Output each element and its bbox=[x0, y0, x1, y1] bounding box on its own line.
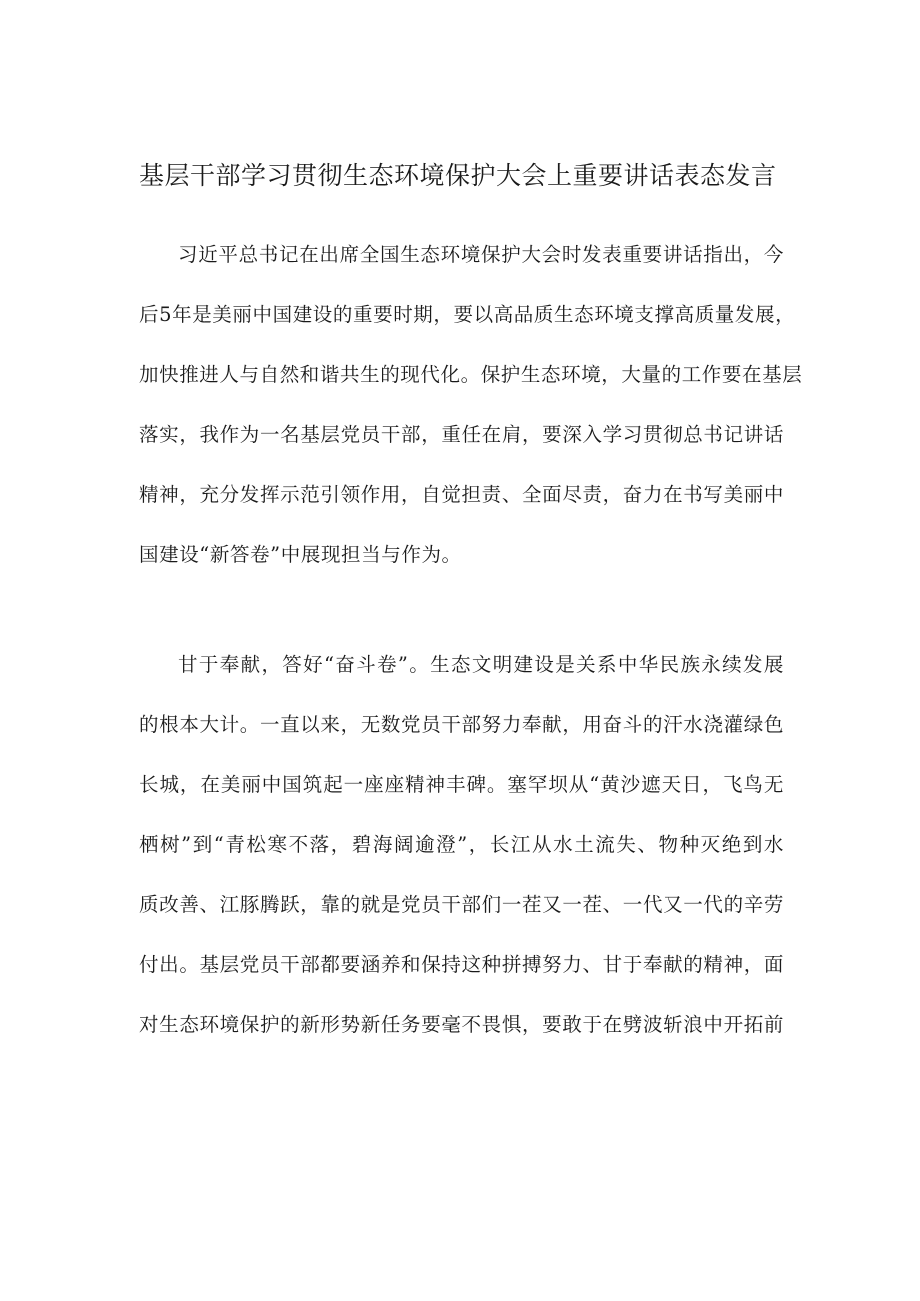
paragraph-intro bbox=[139, 225, 803, 585]
text-line: 国建设“新答卷”中展现担当与作为。 bbox=[139, 543, 462, 566]
text-line: 质改善、江豚腾跃，靠的就是党员干部们一茬又一茬、一代又一代的辛劳 bbox=[139, 893, 784, 916]
text-line: 后5年是美丽中国建设的重要时期，要以高品质生态环境支撑高质量发展， bbox=[139, 303, 796, 326]
text-line: 长城，在美丽中国筑起一座座精神丰碑。塞罕坝从“黄沙遮天日，飞鸟无 bbox=[139, 773, 784, 796]
text-line: 甘于奉献，答好“奋斗卷”。生态文明建设是关系中华民族永续发展 bbox=[178, 653, 784, 676]
text-line: 精神，充分发挥示范引领作用，自觉担责、全面尽责，奋力在书写美丽中 bbox=[139, 483, 784, 506]
text-line: 付出。基层党员干部都要涵养和保持这种拼搏努力、甘于奉献的精神，面 bbox=[139, 953, 784, 976]
text-line: 习近平总书记在出席全国生态环境保护大会时发表重要讲话指出，今 bbox=[178, 243, 784, 266]
text-line: 落实，我作为一名基层党员干部，重任在肩，要深入学习贯彻总书记讲话 bbox=[139, 423, 784, 446]
text-line: 对生态环境保护的新形势新任务要毫不畏惧，要敢于在劈波斩浪中开拓前 bbox=[139, 1013, 784, 1036]
text-line: 的根本大计。一直以来，无数党员干部努力奉献，用奋斗的汗水浇灌绿色 bbox=[139, 713, 784, 736]
text-line: 栖树”到“青松寒不落，碧海阔逾澄”，长江从水土流失、物种灭绝到水 bbox=[139, 833, 784, 856]
paragraph-dedication bbox=[139, 635, 784, 1055]
document-title: 基层干部学习贯彻生态环境保护大会上重要讲话表态发言 bbox=[139, 161, 777, 190]
text-line: 加快推进人与自然和谐共生的现代化。保护生态环境，大量的工作要在基层 bbox=[139, 363, 803, 386]
